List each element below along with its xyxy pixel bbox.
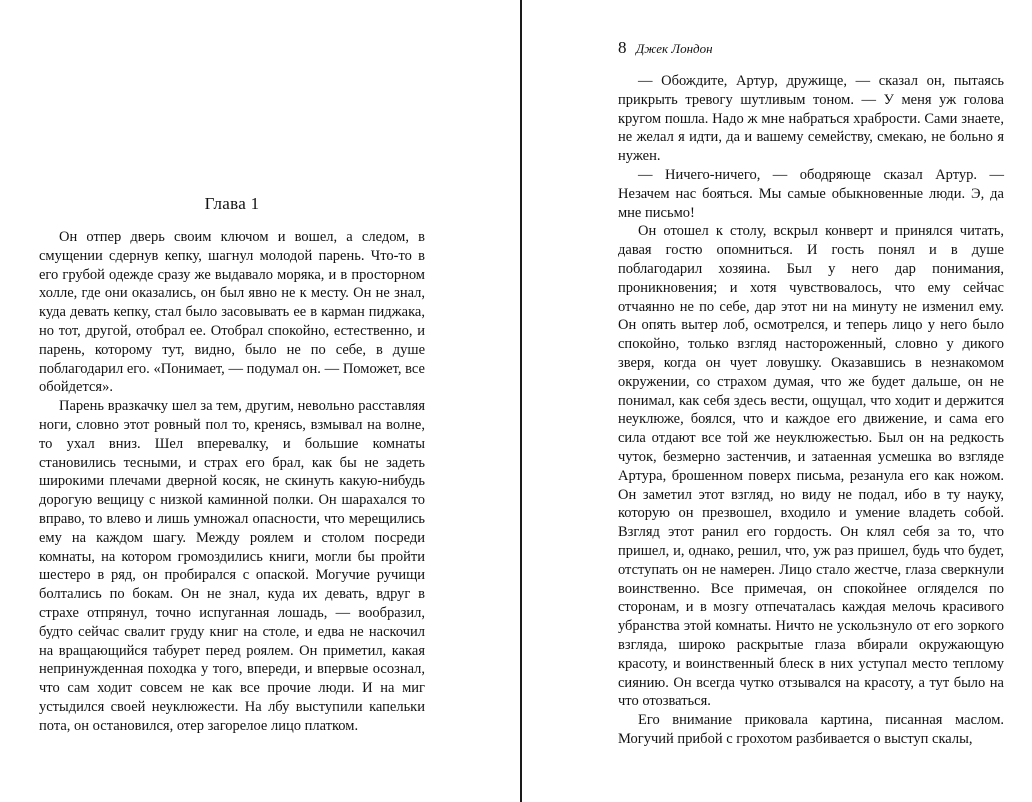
paragraph: — Ничего-ничего, — ободряюще сказал Артур. — Незачем нас бояться. Мы самые обыкновенные люди. Э, да мне письмо! (618, 166, 1004, 221)
running-header (618, 38, 1004, 58)
chapter-title: Глава 1 (204, 194, 260, 213)
paragraph: Его внимание приковала картина, писанная маслом. Могучий прибой с грохотом разбивается о выступ скалы, (618, 712, 1004, 747)
right-page-text (618, 72, 1004, 749)
book-spine-divider (520, 0, 522, 802)
paragraph: Парень вразкачку шел за тем, другим, невольно расставляя ноги, словно этот ровный пол то, кренясь, взмывал на волне, то ухал вниз. Шел вперевалку, и большие комнаты становились тесными, и страх его брал, как бы не задеть широкими плечами дверной косяк, не скинуть какую-нибудь дорогую вещицу с низкой каминной полки. Он шарахался то вправо, то влево и лишь умножал опасности, что мерещились ему на каждом шагу. Между роялем и столом посреди комнаты, на котором громоздились книги, могли бы пройти шестеро в ряд, он пробирался с опаской. Могучие ручищи болтались по бокам. Он не знал, куда их девать, вдруг в страхе отпрянул, точно испуганная лошадь, — вообразил, будто сейчас свалит груду книг на столе, и едва не наскочил на вращающийся табурет перед роялем. Он приметил, какая непринужденная походка у того, впереди, и впервые осознал, что сам ходит совсем не как все прочие люди. И на миг устыдился своей неуклюжести. На лбу выступили капельки пота, он остановился, отер загорелое лицо платком. (39, 398, 425, 734)
paragraph: Он отпер дверь своим ключом и вошел, а следом, в смущении сдернув кепку, шагнул молодой парень. Что-то в его грубой одежде сразу же выдавало моряка, и в просторном холле, где они оказались, он был явно не к месту. Он не знал, куда девать кепку, стал было засовывать ее в карман пиджака, но тот, другой, отобрал ее. Отобрал спокойно, естественно, и парень, которому тут, видно, было не по себе, в душе поблагодарил его. «Понимает, — подумал он. — Поможет, все обойдется». (39, 229, 425, 396)
paragraph: — Обождите, Артур, дружище, — сказал он, пытаясь прикрыть тревогу шутливым тоном. — У меня уж голова кругом пошла. Надо ж мне набраться храбрости. Сами знаете, не желал я идти, да и вашему семейству, смекаю, не больно я нужен. (618, 73, 1004, 165)
paragraph: Он отошел к столу, вскрыл конверт и принялся читать, давая гостю опомниться. И гость понял и в душе поблагодарил хозяина. Был у него дар понимания, проникновения; и хотя чувствовалось, что ему сейчас отчаянно не по себе, дар этот ни на минуту не изменил ему. Он опять вытер лоб, осмотрелся, и теперь лицо у него было спокойно, только взгляд настороженный, словно у дикого зверя, когда он чует ловушку. Оказавшись в незнакомом окружении, со страхом думая, что же будет дальше, он не понимал, как себя здесь вести, ощущал, что ходит и держится неуклюже, боялся, что и каждое его движение, и сама его сила отдают все той же неуклюжестью. Был он на редкость чуток, безмерно застенчив, и затаенная усмешка во взгляде Артура, брошенном поверх письма, резанула его как ножом. Он заметил этот взгляд, но виду не подал, ибо в ту науку, которую он презвошел, входило и умение владеть собой. Взгляд этот ранил его гордость. Он клял себя за то, что пришел, и, однако, решил, что, уж раз пришел, будь что будет, отступать он не намерен. Лицо стало жестче, глаза сверкнули воинственно. Все примечая, он спокойнее огляделся по сторонам, и в мозгу отпечаталась каждая мелочь красивого убранства этой комнаты. Ничто не ускользнуло от его зоркого взгляда, широко раскрытые глаза вбирали окружающую красоту, и воинственный блеск в них уступал место теплому сиянию. Он всегда чутко отзывался на красоту, а тут было на что отозваться. (618, 223, 1004, 710)
running-head-author: Джек Лондон (636, 41, 713, 56)
left-page-text (39, 228, 425, 736)
page-number: 8 (618, 38, 627, 57)
